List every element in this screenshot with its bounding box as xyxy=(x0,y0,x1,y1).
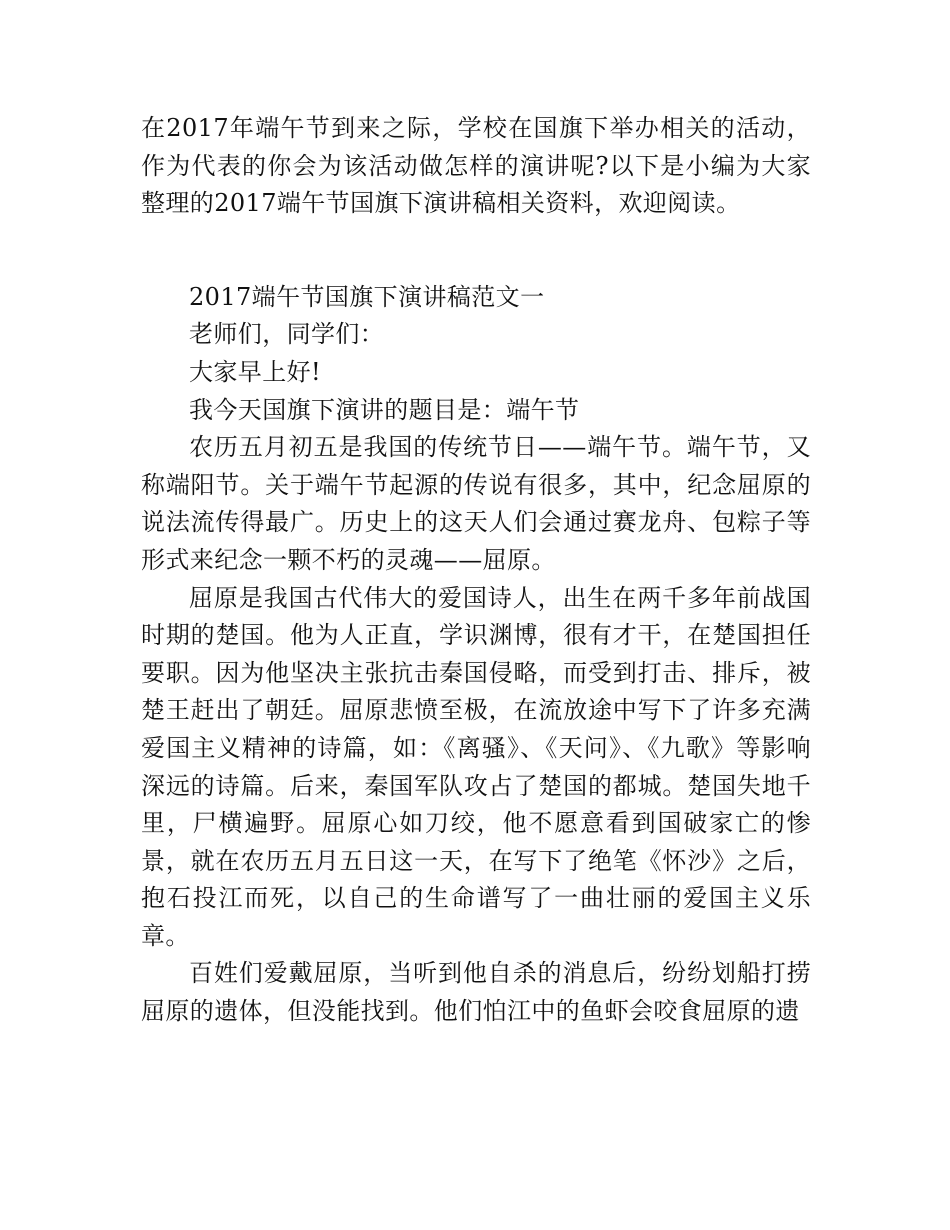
document-page xyxy=(141,110,811,1031)
essay-title: 2017端午节国旗下演讲稿范文一 xyxy=(189,282,545,311)
salutation: 老师们，同学们： xyxy=(189,320,385,349)
speech-topic: 我今天国旗下演讲的题目是：端午节 xyxy=(189,395,580,424)
greeting: 大家早上好! xyxy=(189,357,322,386)
body-paragraph: 百姓们爱戴屈原，当听到他自杀的消息后，纷纷划船打捞屈原的遗体，但没能找到。他们怕江中的鱼虾会咬食屈原的遗 xyxy=(141,959,811,1026)
body-paragraph: 农历五月初五是我国的传统节日——端午节。端午节，又称端阳节。关于端午节起源的传说有很多，其中，纪念屈原的说法流传得最广。历史上的这天人们会通过赛龙舟、包粽子等形式来纪念一颗不朽的灵魂——屈原。 xyxy=(141,433,811,574)
intro-paragraph: 在2017年端午节到来之际，学校在国旗下举办相关的活动，作为代表的你会为该活动做怎样的演讲呢?以下是小编为大家整理的2017端午节国旗下演讲稿相关资料，欢迎阅读。 xyxy=(141,114,811,218)
body-paragraph: 屈原是我国古代伟大的爱国诗人，出生在两千多年前战国时期的楚国。他为人正直，学识渊博，很有才干，在楚国担任要职。因为他坚决主张抗击秦国侵略，而受到打击、排斥，被楚王赶出了朝廷。屈原悲愤至极，在流放途中写下了许多充满爱国主义精神的诗篇，如：《离骚》、《天问》、《九歌》等影响深远的诗篇。后来，秦国军队攻占了楚国的都城。楚国失地千里，尸横遍野。屈原心如刀绞，他不愿意看到国破家亡的惨景，就在农历五月五日这一天，在写下了绝笔《怀沙》之后，抱石投江而死，以自己的生命谱写了一曲壮丽的爱国主义乐章。 xyxy=(141,583,811,950)
